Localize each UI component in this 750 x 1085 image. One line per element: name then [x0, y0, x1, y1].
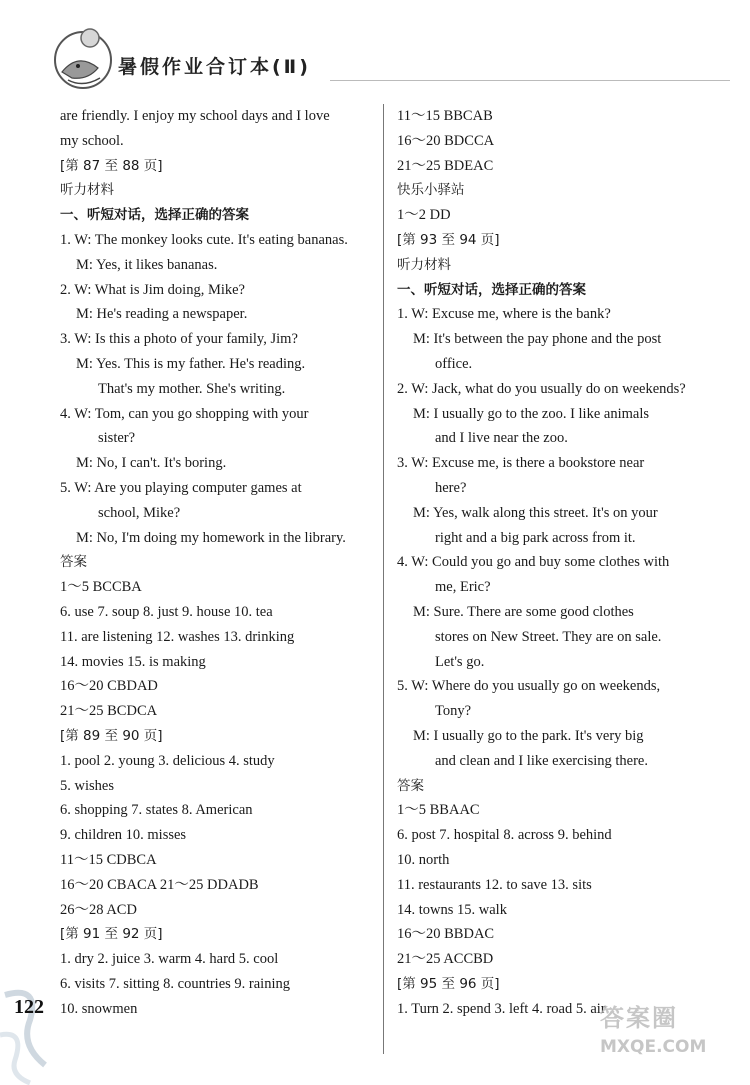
text-line: 5. W: Are you playing computer games at	[60, 479, 302, 496]
text-line: stores on New Street. They are on sale.	[435, 628, 662, 645]
text-line: 1. W: Excuse me, where is the bank?	[397, 306, 611, 323]
text-line: Tony?	[435, 703, 472, 720]
text-line: 答案	[60, 554, 87, 571]
text-line: 4. W: Tom, can you go shopping with your	[60, 405, 309, 422]
text-line: here?	[435, 479, 467, 496]
text-line: right and a big park across from it.	[435, 529, 636, 546]
text-line: 10. snowmen	[60, 1000, 138, 1017]
watermark-bottom: MXQE.COM	[600, 1037, 707, 1057]
text-line: 一、听短对话，选择正确的答案	[60, 207, 249, 224]
text-line: 21～25 BCDCA	[60, 703, 158, 720]
text-line: school, Mike?	[98, 504, 181, 521]
text-line: 3. W: Excuse me, is there a bookstore near	[397, 455, 645, 472]
mascot-logo-icon	[48, 22, 118, 92]
page-number: 122	[14, 996, 44, 1018]
text-line: 21～25 BDEAC	[397, 157, 494, 174]
text-line: 6. visits 7. sitting 8. countries 9. raining	[60, 975, 290, 992]
text-line: 快乐小驿站	[397, 182, 465, 199]
text-line: 6. shopping 7. states 8. American	[60, 802, 253, 819]
text-line: 16～20 BBDAC	[397, 926, 495, 943]
text-line: 10. north	[397, 851, 450, 868]
text-line: M: Yes. This is my father. He's reading.	[76, 355, 306, 372]
text-line: M: Yes, walk along this street. It's on your	[413, 504, 658, 521]
text-line: [第 95 至 96 页]	[397, 975, 500, 992]
text-line: 11～15 BBCAB	[397, 108, 493, 124]
text-line: 1～2 DD	[397, 207, 451, 224]
header-title: 暑假作业合订本(Ⅱ)	[118, 56, 311, 78]
text-line: 一、听短对话，选择正确的答案	[397, 281, 586, 298]
text-line: 2. W: Jack, what do you usually do on weekends?	[397, 380, 686, 397]
column-divider	[383, 104, 384, 1054]
text-line: sister?	[98, 430, 136, 447]
text-line: 16～20 BDCCA	[397, 132, 495, 149]
text-line: 3. W: Is this a photo of your family, Jim?	[60, 331, 298, 348]
text-line: [第 89 至 90 页]	[60, 727, 163, 744]
text-line: Let's go.	[435, 653, 485, 670]
text-line: 6. post 7. hospital 8. across 9. behind	[397, 827, 612, 844]
text-line: 5. W: Where do you usually go on weekends,	[397, 678, 661, 695]
text-line: 4. W: Could you go and buy some clothes with	[397, 554, 670, 571]
text-line: M: I usually go to the zoo. I like animals	[413, 405, 649, 422]
text-line: 11. are listening 12. washes 13. drinking	[60, 628, 295, 645]
text-line: M: Sure. There are some good clothes	[413, 603, 634, 620]
text-line: [第 91 至 92 页]	[60, 926, 163, 943]
text-line: 14. movies 15. is making	[60, 653, 206, 670]
text-line: 11～15 CDBCA	[60, 851, 157, 868]
text-line: 11. restaurants 12. to save 13. sits	[397, 876, 592, 893]
text-line: M: He's reading a newspaper.	[76, 306, 248, 323]
text-line: 1～5 BBAAC	[397, 802, 480, 819]
text-line: 1. pool 2. young 3. delicious 4. study	[60, 752, 275, 769]
text-line: 14. towns 15. walk	[397, 901, 507, 918]
text-line: 16～20 CBDAD	[60, 678, 158, 695]
text-line: my school.	[60, 132, 124, 149]
text-line: me, Eric?	[435, 579, 491, 596]
text-line: 6. use 7. soup 8. just 9. house 10. tea	[60, 603, 273, 620]
text-line: 1. W: The monkey looks cute. It's eating bananas.	[60, 231, 348, 248]
text-line: 1～5 BCCBA	[60, 579, 142, 596]
text-line: 16～20 CBACA 21～25 DDADB	[60, 876, 259, 893]
text-line: 1. Turn 2. spend 3. left 4. road 5. air	[397, 1000, 606, 1017]
text-line: That's my mother. She's writing.	[98, 380, 286, 397]
watermark-top: 答案圈	[600, 1004, 678, 1032]
right-column	[397, 104, 715, 1021]
header-rule	[330, 80, 730, 81]
text-line: 答案	[397, 777, 424, 794]
text-line: [第 87 至 88 页]	[60, 157, 163, 174]
text-line: 听力材料	[397, 256, 451, 273]
text-line: M: No, I'm doing my homework in the library.	[76, 529, 346, 546]
page-header	[0, 0, 750, 100]
text-line: and clean and I like exercising there.	[435, 752, 648, 769]
left-column	[60, 104, 370, 1021]
text-line: office.	[435, 355, 473, 372]
text-line: 5. wishes	[60, 777, 114, 794]
text-line: 21～25 ACCBD	[397, 951, 494, 968]
text-line: 26～28 ACD	[60, 901, 137, 918]
text-line: [第 93 至 94 页]	[397, 231, 500, 248]
text-line: M: Yes, it likes bananas.	[76, 256, 218, 273]
text-line: M: No, I can't. It's boring.	[76, 455, 227, 472]
text-line: 2. W: What is Jim doing, Mike?	[60, 281, 245, 298]
text-line: 听力材料	[60, 182, 114, 199]
watermark	[600, 998, 740, 1078]
text-line: 9. children 10. misses	[60, 827, 187, 844]
text-line: M: It's between the pay phone and the post	[413, 331, 662, 348]
text-line: 1. dry 2. juice 3. warm 4. hard 5. cool	[60, 951, 279, 968]
text-line: M: I usually go to the park. It's very big	[413, 727, 644, 744]
text-line: and I live near the zoo.	[435, 430, 568, 447]
text-line: are friendly. I enjoy my school days and I love	[60, 108, 330, 124]
decorative-swirl-icon	[0, 975, 60, 1085]
